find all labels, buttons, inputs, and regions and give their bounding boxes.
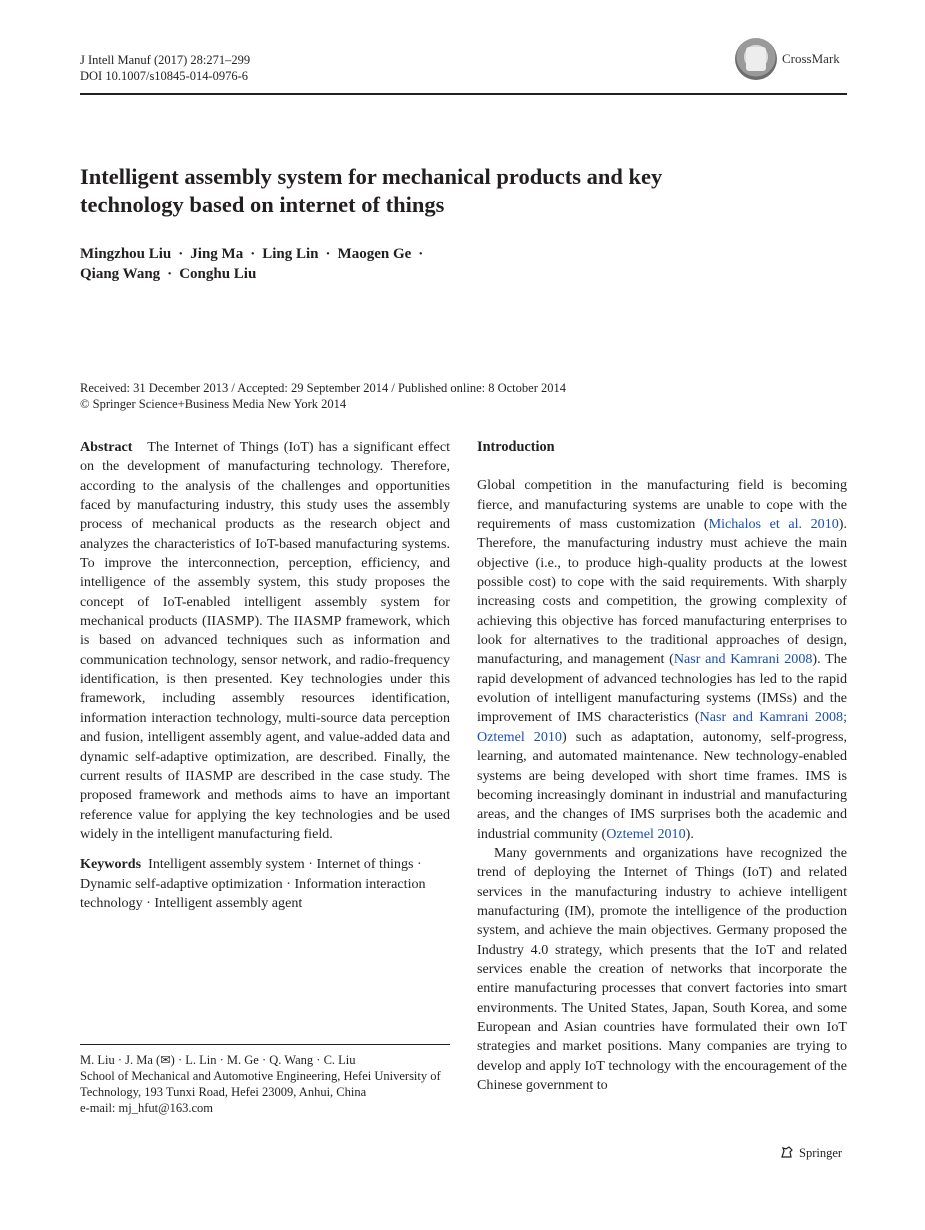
publication-dates: [80, 380, 847, 412]
author-name[interactable]: Ling Lin: [262, 246, 319, 262]
intro-text: ) such as adaptation, autonomy, self-progress, learning, and automated maintenance. New technology-enabled systems are being developed with short time frames. IMS is becoming increasingly dominant in industrial and manufacturing areas, and the changes of IMS surprises both the academic and industrial community (: [477, 728, 848, 842]
abstract: [80, 438, 450, 844]
affiliation-names: M. Liu · J. Ma (✉) · L. Lin · M. Ge · Q. Wang · C. Liu: [80, 1053, 356, 1067]
paper-title: [80, 163, 780, 219]
author-separator: ·: [178, 246, 184, 262]
title-line-2: technology based on internet of things: [80, 192, 445, 217]
journal-citation: J Intell Manuf (2017) 28:271–299: [80, 53, 251, 67]
abstract-text: The Internet of Things (IoT) has a significant effect on the development of manufacturing technology. Therefore, according to the analysis of the challenges and opportunities faced by manufacturing industry, this study uses the assembly process of mechanical products as the research object and analyzes the characteristics of IoT-based manufacturing systems. To improve the interconnection, perception, efficiency, and intelligence of the assembly system, this study proposes the concept of IoT-enabled intelligent assembly system for mechanical products (IIASMP). The IIASMP framework, which is based on advanced techniques such as information and communication technology, sensor network, and radio-frequency identification, is then presented. Key technologies under this framework, including assembly resources identification, information interaction technology, multi-source data perception and fusion, intelligent assembly agent, and value-added data and dynamic self-adaptive optimization, are described. Finally, the current results of IIASMP are described in the case study. The proposed framework and methods aims to have an important reference value for applying the key technologies and be used widely in the intelligent manufacturing field.: [80, 439, 450, 842]
right-column: [477, 438, 847, 1095]
intro-text: ). The rapid development of advanced technologies has led to the rapid evolution of intelligent manufacturing systems (IMSs) and the improvement of IMS characteristics (: [477, 651, 847, 726]
author-separator: ·: [250, 246, 256, 262]
author-name[interactable]: Jing Ma: [190, 246, 244, 262]
author-name[interactable]: Maogen Ge: [337, 246, 412, 262]
title-line-1: Intelligent assembly system for mechanical products and key: [80, 164, 663, 189]
publisher-footer: [780, 1145, 842, 1161]
keywords: [80, 855, 450, 913]
author-list: [80, 244, 780, 284]
crossmark-label: CrossMark: [782, 51, 840, 66]
crossmark-icon: [735, 38, 777, 80]
springer-label: Springer: [799, 1146, 843, 1160]
author-name[interactable]: Conghu Liu: [179, 266, 257, 282]
affiliation: [80, 1052, 450, 1116]
abstract-label: Abstract: [80, 439, 133, 455]
intro-paragraph-1: [477, 476, 847, 844]
affiliation-rule: [80, 1044, 450, 1045]
copyright: © Springer Science+Business Media New York 2014: [80, 397, 347, 411]
author-name[interactable]: Mingzhou Liu: [80, 246, 172, 262]
author-separator: ·: [325, 246, 331, 262]
author-name[interactable]: Qiang Wang: [80, 266, 161, 282]
doi[interactable]: DOI 10.1007/s10845-014-0976-6: [80, 69, 249, 83]
author-separator: ·: [418, 246, 424, 262]
keywords-text: Intelligent assembly system · Internet of things · Dynamic self-adaptive optimization · Information interaction technology · Intelligent assembly agent: [80, 856, 426, 911]
intro-paragraph-2: Many governments and organizations have recognized the trend of deploying the Internet of Things (IoT) and related services in the manufacturing industry to achieve intelligent manufacturing (IM), promote the intelligence of the production system, and achieve the main objectives. Germany proposed the Industry 4.0 strategy, which presents that the IoT and related services enable the creation of networks that incorporate the entire manufacturing processes that convert factories into smart environments. The United States, Japan, South Korea, and some European and Asian countries have formulated their own IoT strategies and market positions. Many companies are trying to develop and apply IoT technology with the encouragement of the Chinese government to: [477, 844, 847, 1093]
author-separator: ·: [167, 266, 173, 282]
affiliation-email[interactable]: e-mail: mj_hfut@163.com: [80, 1101, 214, 1115]
keywords-label: Keywords: [80, 856, 142, 873]
intro-text: ). Therefore, the manufacturing industry must achieve the main objective (i.e., to produce high-quality products at the lowest possible cost) to cope with the said requirements. With sharply increasing costs and competition, the growing complexity of achieving this objective has forced manufacturing enterprises to look for alternatives to the traditional approaches of design, manufacturing, and management (: [477, 516, 848, 668]
header-rule: [80, 93, 847, 95]
citation-link[interactable]: Michalos et al. 2010: [708, 516, 839, 533]
section-heading-introduction: Introduction: [477, 439, 555, 455]
citation-link[interactable]: Nasr and Kamrani 2008: [673, 651, 813, 668]
received-accepted-published: Received: 31 December 2013 / Accepted: 29 September 2014 / Published online: 8 October 2014: [80, 381, 566, 395]
citation-link[interactable]: Oztemel 2010: [606, 825, 686, 842]
intro-text: ).: [685, 825, 694, 842]
crossmark-badge[interactable]: [735, 38, 855, 84]
left-column: [80, 438, 450, 913]
affiliation-address: School of Mechanical and Automotive Engineering, Hefei University of Technology, 193 Tunxi Road, Hefei 23009, Anhui, China: [80, 1069, 441, 1099]
journal-header: [80, 52, 250, 84]
springer-horse-icon: [780, 1145, 794, 1159]
intro-text: Global competition in the manufacturing field is becoming fierce, and manufacturing systems are unable to cope with the requirements of mass customization (: [477, 477, 847, 533]
citation-link[interactable]: Nasr and Kamrani 2008; Oztemel 2010: [477, 709, 847, 745]
